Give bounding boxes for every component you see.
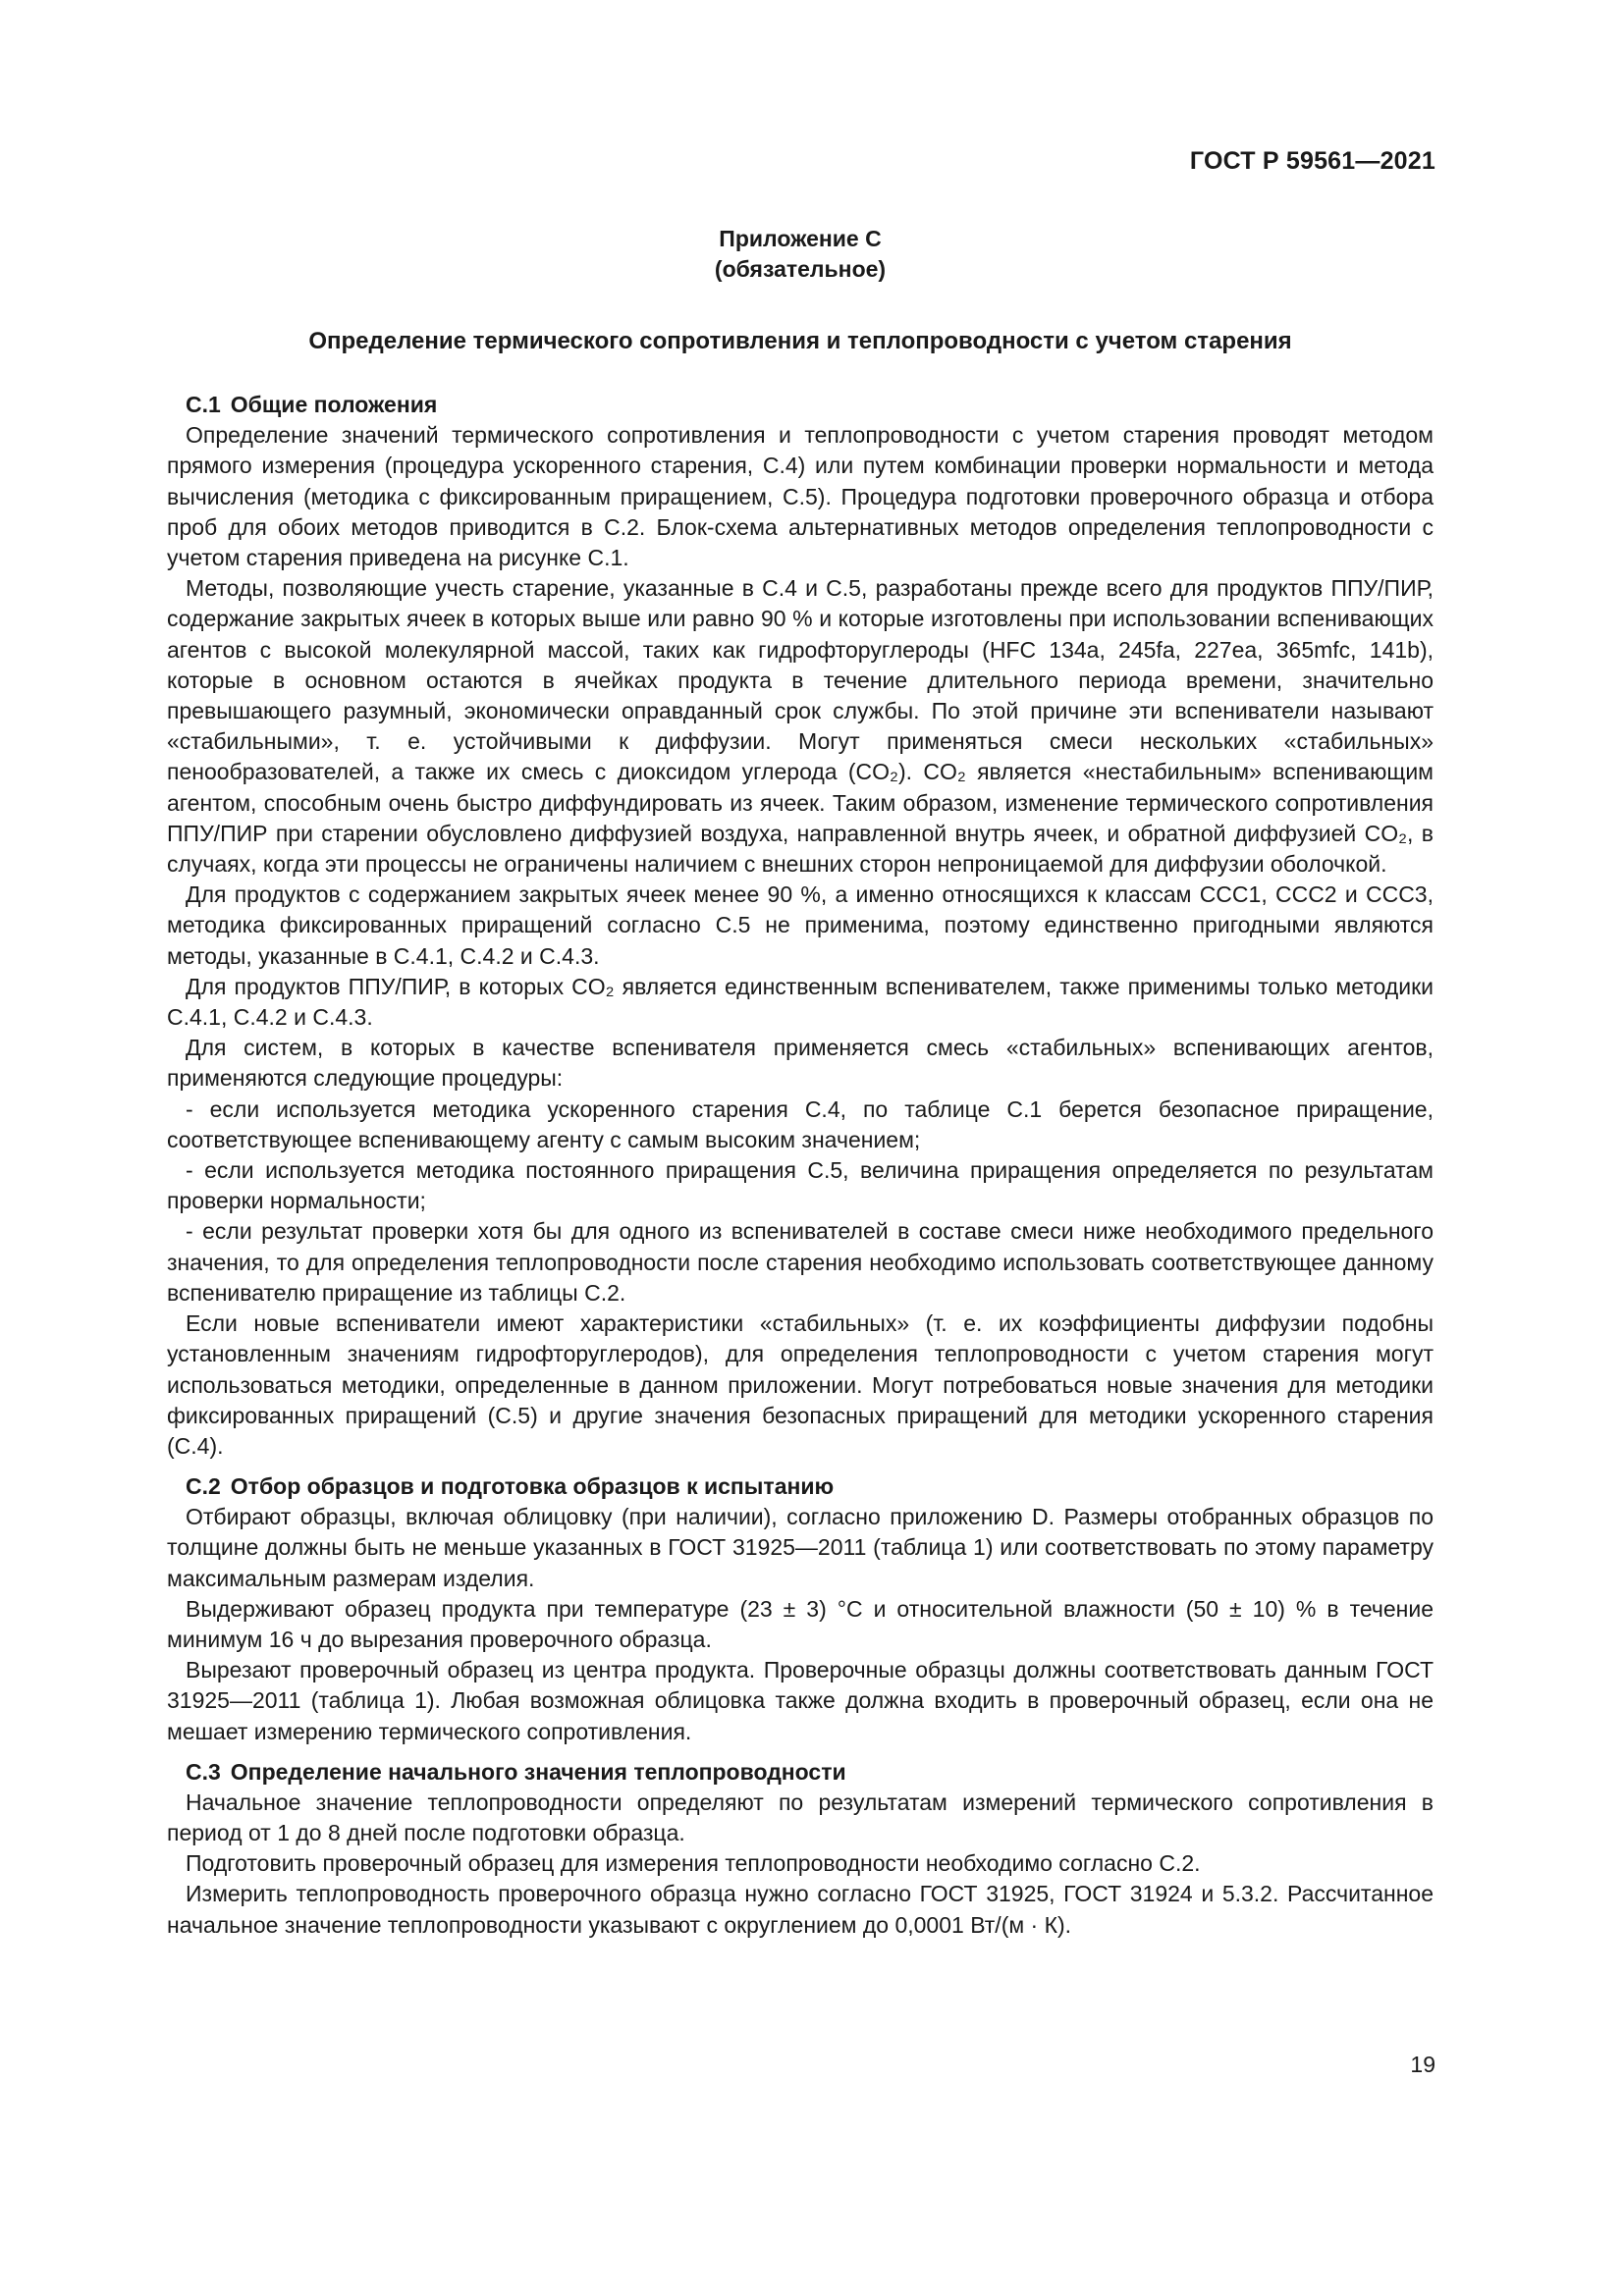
paragraph: Начальное значение теплопроводности определяют по результатам измерений термического сопротивления в период от 1 до 8 дней после подготовки образца.: [167, 1789, 1434, 1845]
appendix-status: (обязательное): [714, 256, 887, 282]
paragraph: Определение значений термического сопротивления и теплопроводности с учетом старения проводят методом прямого измерения (процедура ускоренного старения, С.4) или путем комбинации проверки нормальности и метода вычисления (методика с фиксированным приращением, С.5). Процедура подготовки проверочного образца и отбора проб для обоих методов приводится в С.2. Блок-схема альтернативных методов определения теплопроводности с учетом старения приведена на рисунке С.1.: [167, 422, 1434, 571]
appendix-label: Приложение С: [719, 226, 882, 251]
paragraph: Для продуктов ППУ/ПИР, в которых CO₂ является единственным вспенивателем, также применимы только методики С.4.1, С.4.2 и С.4.3.: [167, 973, 1434, 1031]
section-number: С.3: [186, 1758, 221, 1785]
section-title: Общие положения: [230, 392, 438, 418]
paragraph: Вырезают проверочный образец из центра продукта. Проверочные образцы должны соответствовать данным ГОСТ 31925—2011 (таблица 1). Любая возможная облицовка также должна входить в проверочный образец, если она не мешает измерению термического сопротивления.: [167, 1657, 1434, 1744]
section-title: Определение начального значения теплопроводности: [230, 1758, 846, 1785]
section-c2: [167, 1471, 1434, 1747]
paragraph: Методы, позволяющие учесть старение, указанные в С.4 и С.5, разработаны прежде всего для продуктов ППУ/ПИР, содержание закрытых ячеек в которых выше или равно 90 % и которые изготовлены при использовании вспенивающих агентов с высокой молекулярной массой, таких как гидрофторуглероды (HFC 134a, 245fa, 227ea, 365mfc, 141b), которые в основном остаются в ячейках продукта в течение длительного периода времени, значительно превышающего разумный, экономически оправданный срок службы. По этой причине эти вспениватели называют «стабильными», т. е. устойчивыми к диффузии. Могут применяться смеси нескольких «стабильных» пенообразователей, а также их смесь с диоксидом углерода (CO₂). CO₂ является «нестабильным» вспенивающим агентом, способным очень быстро диффундировать из ячеек. Таким образом, изменение термического сопротивления ППУ/ПИР при старении обусловлено диффузией воздуха, направленной внутрь ячеек, и обратной диффузией CO₂, в случаях, когда эти процессы не ограничены наличием с внешних сторон непроницаемой для диффузии оболочкой.: [167, 575, 1434, 878]
paragraph: Для продуктов с содержанием закрытых ячеек менее 90 %, а именно относящихся к классам ССС1, ССС2 и ССС3, методика фиксированных приращений согласно С.5 не применима, поэтому единственно пригодными являются методы, указанные в С.4.1, С.4.2 и С.4.3.: [167, 881, 1434, 969]
list-item: - если используется методика ускоренного старения С.4, по таблице С.1 берется безопасное приращение, соответствующее вспенивающему агенту с самым высоким значением;: [167, 1095, 1434, 1152]
section-title: Отбор образцов и подготовка образцов к испытанию: [230, 1473, 835, 1500]
document-code: ГОСТ Р 59561—2021: [1189, 147, 1435, 175]
paragraph: Отбирают образцы, включая облицовку (при наличии), согласно приложению D. Размеры отобранных образцов по толщине должны быть не меньше указанных в ГОСТ 31925—2011 (таблица 1) или соответствовать по этому параметру максимальным размерам изделия.: [167, 1504, 1434, 1591]
list-item: - если используется методика постоянного приращения С.5, величина приращения определяется по результатам проверки нормальности;: [167, 1157, 1434, 1214]
appendix-title: Определение термического сопротивления и теплопроводности с учетом старения: [308, 328, 1292, 354]
section-c3: [167, 1757, 1434, 1941]
section-heading: [167, 1471, 1434, 1502]
section-heading: [167, 390, 1434, 420]
paragraph: Если новые вспениватели имеют характеристики «стабильных» (т. е. их коэффициенты диффузии подобны установленным значениям гидрофторуглеродов), для определения теплопроводности с учетом старения могут использоваться методики, определенные в данном приложении. Могут потребоваться новые значения для методики фиксированных приращений (С.5) и другие значения безопасных приращений для методики ускоренного старения (С.4).: [167, 1310, 1434, 1459]
paragraph: Для систем, в которых в качестве вспенивателя применяется смесь «стабильных» вспенивающих агентов, применяются следующие процедуры:: [167, 1035, 1434, 1092]
section-number: С.1: [186, 392, 221, 418]
page-number: 19: [1410, 2052, 1435, 2077]
paragraph: Подготовить проверочный образец для измерения теплопроводности необходимо согласно С.2.: [186, 1850, 1201, 1877]
paragraph: Выдерживают образец продукта при температуре (23 ± 3) °C и относительной влажности (50 ± 10) % в течение минимум 16 ч до вырезания проверочного образца.: [167, 1595, 1434, 1652]
section-c1: [167, 390, 1434, 1462]
section-number: С.2: [186, 1473, 221, 1500]
paragraph: Измерить теплопроводность проверочного образца нужно согласно ГОСТ 31925, ГОСТ 31924 и 5.3.2. Рассчитанное начальное значение теплопроводности указывают с округлением до 0,0001 Вт/(м · К).: [167, 1881, 1434, 1938]
section-heading: [167, 1757, 1434, 1788]
list-item: - если результат проверки хотя бы для одного из вспенивателей в составе смеси ниже необходимого предельного значения, то для определения теплопроводности после старения необходимо использовать соответствующее данному вспенивателю приращение из таблицы С.2.: [167, 1218, 1434, 1306]
page-content: [167, 224, 1434, 1941]
